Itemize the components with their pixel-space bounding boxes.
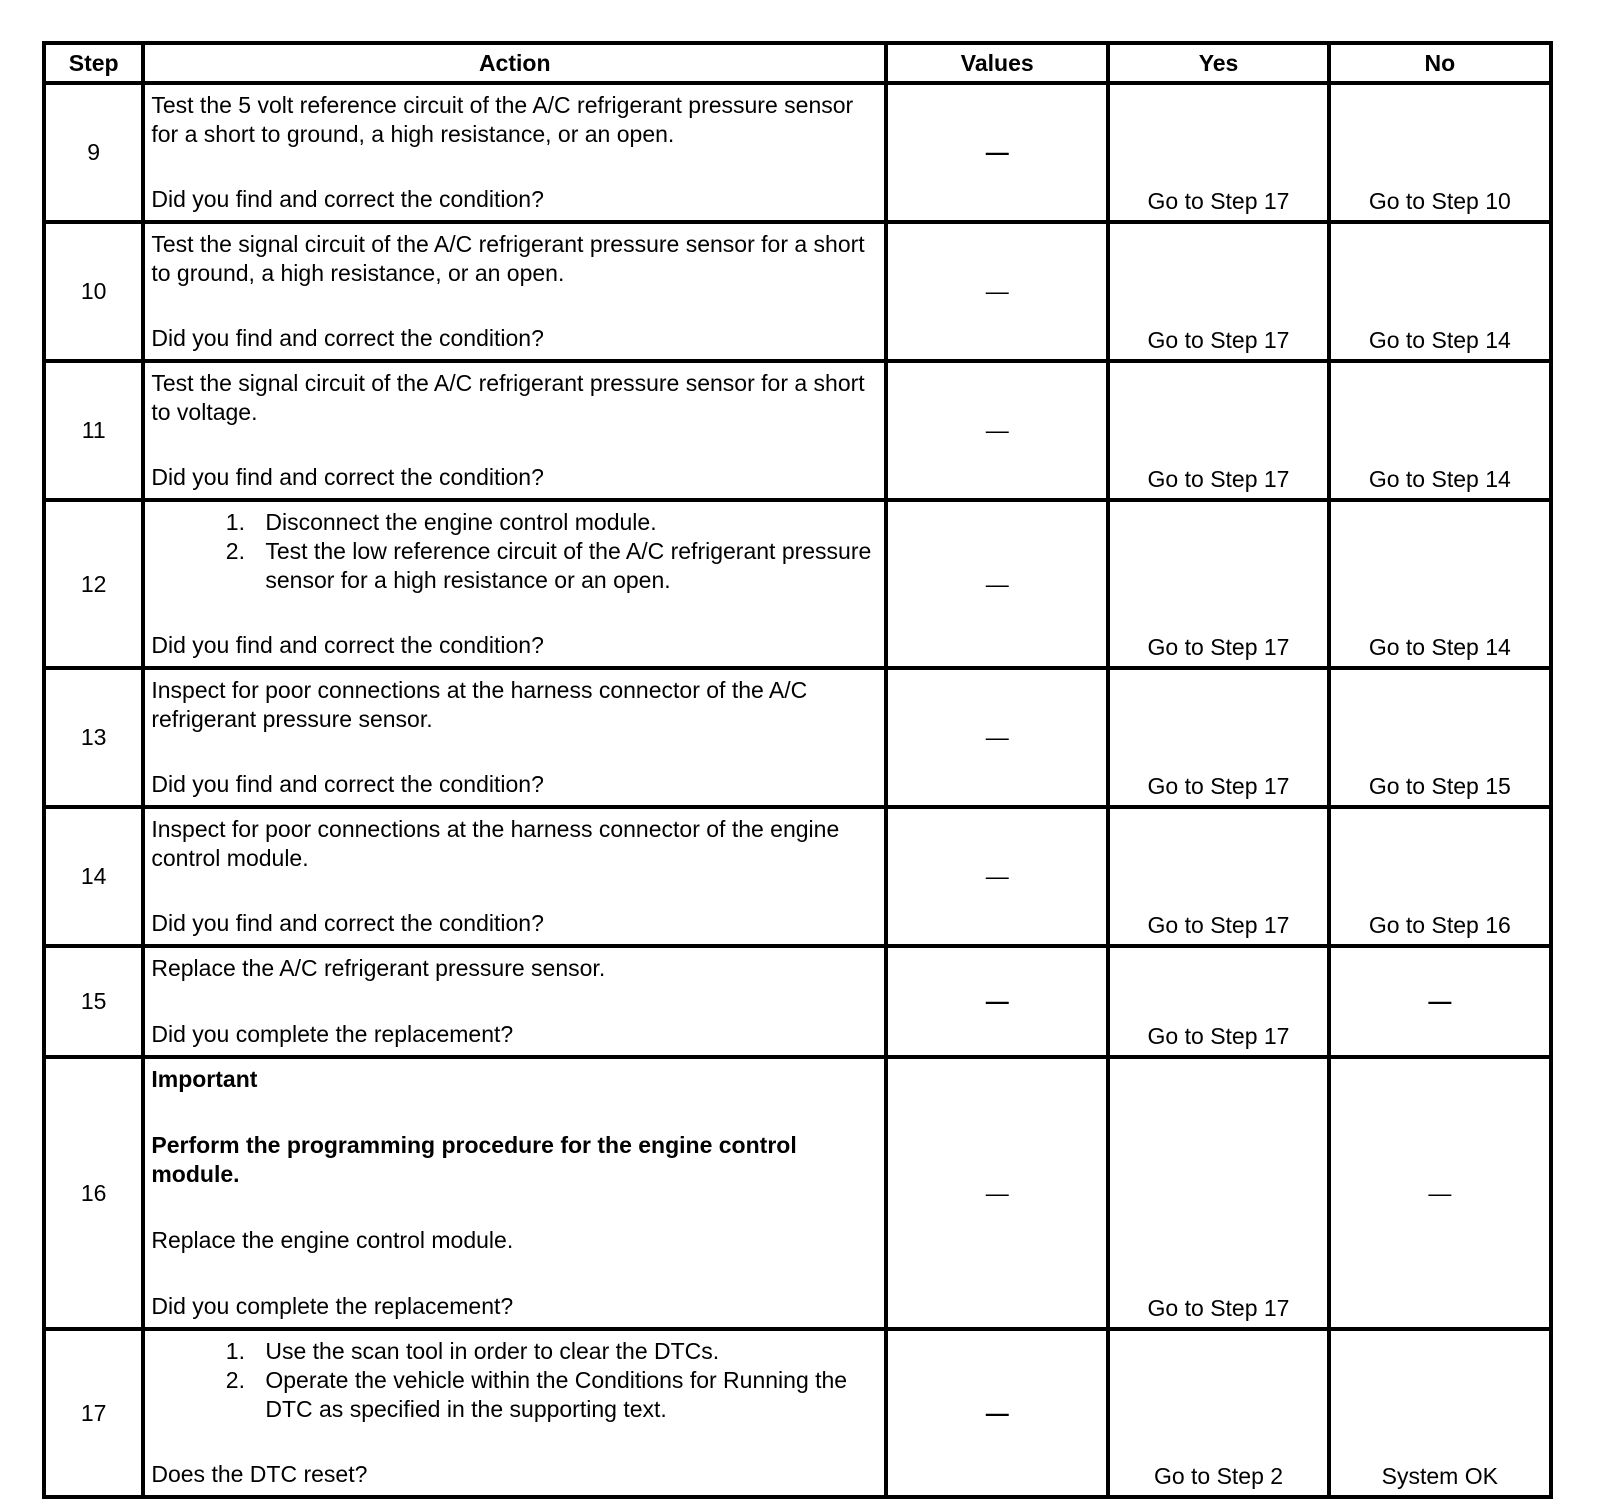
- no-destination: Go to Step 14: [1329, 500, 1551, 668]
- action-text: Test the signal circuit of the A/C refrigerant pressure sensor for a short to ground, a high resistance, or an open.: [151, 231, 865, 286]
- list-item: 2. Test the low reference circuit of the A/C refrigerant pressure sensor for a high resistance or an open.: [251, 537, 876, 595]
- action-question: Did you find and correct the condition?: [151, 771, 544, 797]
- values-dash: —: [985, 570, 1009, 597]
- values-dash: —: [985, 278, 1009, 304]
- step-number: 12: [44, 500, 143, 668]
- table-row-step-16: [44, 1057, 1551, 1329]
- header-yes: Yes: [1108, 43, 1328, 83]
- header-no: No: [1329, 43, 1551, 83]
- action-text: Replace the A/C refrigerant pressure sensor.: [151, 955, 606, 981]
- action-question: Did you find and correct the condition?: [151, 910, 544, 936]
- table-row-step-17: [44, 1329, 1551, 1497]
- step-number: 13: [44, 668, 143, 807]
- important-label: Important: [151, 1066, 258, 1092]
- header-action: Action: [143, 43, 886, 83]
- list-item: 2. Operate the vehicle within the Conditions for Running the DTC as specified in the supporting text.: [251, 1366, 876, 1424]
- list-item: 1. Disconnect the engine control module.: [251, 508, 876, 537]
- action-text: Test the signal circuit of the A/C refrigerant pressure sensor for a short to voltage.: [151, 370, 865, 425]
- values-dash: —: [985, 1399, 1009, 1426]
- no-destination: —: [1428, 1179, 1452, 1206]
- yes-destination: Go to Step 2: [1108, 1329, 1328, 1497]
- action-cell: [143, 222, 886, 361]
- yes-destination: Go to Step 17: [1108, 500, 1328, 668]
- step-number: 11: [44, 361, 143, 500]
- important-text: Perform the programming procedure for the engine control module.: [151, 1132, 797, 1187]
- header-row: [44, 43, 1551, 83]
- yes-destination: Go to Step 17: [1108, 361, 1328, 500]
- no-destination: Go to Step 15: [1329, 668, 1551, 807]
- values-dash: —: [985, 1179, 1009, 1206]
- action-question: Did you complete the replacement?: [151, 1293, 514, 1319]
- step-number: 16: [44, 1057, 143, 1329]
- action-step-list: [151, 508, 876, 595]
- table-row-step-9: [44, 83, 1551, 222]
- action-question: Does the DTC reset?: [151, 1461, 368, 1487]
- action-cell: [143, 83, 886, 222]
- action-question: Did you find and correct the condition?: [151, 325, 544, 351]
- table-row-step-15: [44, 946, 1551, 1057]
- action-question: Did you find and correct the condition?: [151, 632, 544, 658]
- table-row-step-14: [44, 807, 1551, 946]
- values-dash: —: [985, 863, 1009, 889]
- action-question: Did you find and correct the condition?: [151, 186, 544, 212]
- action-cell: [143, 668, 886, 807]
- action-question: Did you complete the replacement?: [151, 1021, 514, 1047]
- action-text: Inspect for poor connections at the harness connector of the A/C refrigerant pressure sensor.: [151, 677, 808, 732]
- action-cell: [143, 807, 886, 946]
- action-text: Replace the engine control module.: [151, 1227, 514, 1253]
- header-values: Values: [886, 43, 1108, 83]
- action-step-list: [151, 1337, 876, 1424]
- yes-destination: Go to Step 17: [1108, 946, 1328, 1057]
- no-destination: —: [1428, 988, 1452, 1014]
- step-number: 14: [44, 807, 143, 946]
- table-row-step-11: [44, 361, 1551, 500]
- action-text: Inspect for poor connections at the harness connector of the engine control module.: [151, 816, 840, 871]
- no-destination: Go to Step 14: [1329, 222, 1551, 361]
- yes-destination: Go to Step 17: [1108, 807, 1328, 946]
- table-row-step-13: [44, 668, 1551, 807]
- step-number: 10: [44, 222, 143, 361]
- yes-destination: Go to Step 17: [1108, 83, 1328, 222]
- table-row-step-12: [44, 500, 1551, 668]
- values-dash: —: [985, 988, 1009, 1014]
- action-text: Test the 5 volt reference circuit of the A/C refrigerant pressure sensor for a short to ground, a high resistance, or an open.: [151, 92, 854, 147]
- diagnostic-table: [42, 41, 1553, 1499]
- step-number: 9: [44, 83, 143, 222]
- no-destination: Go to Step 14: [1329, 361, 1551, 500]
- diagnostic-table-container: [42, 41, 1553, 1499]
- no-destination: Go to Step 16: [1329, 807, 1551, 946]
- action-question: Did you find and correct the condition?: [151, 464, 544, 490]
- action-cell: [143, 1329, 886, 1497]
- values-dash: —: [985, 417, 1009, 443]
- list-item: 1. Use the scan tool in order to clear the DTCs.: [251, 1337, 876, 1366]
- no-destination: System OK: [1329, 1329, 1551, 1497]
- yes-destination: Go to Step 17: [1108, 222, 1328, 361]
- values-dash: —: [985, 724, 1009, 750]
- action-cell: [143, 500, 886, 668]
- table-row-step-10: [44, 222, 1551, 361]
- step-number: 17: [44, 1329, 143, 1497]
- step-number: 15: [44, 946, 143, 1057]
- no-destination: Go to Step 10: [1329, 83, 1551, 222]
- action-cell: [143, 1057, 886, 1329]
- yes-destination: Go to Step 17: [1108, 1057, 1328, 1329]
- header-step: Step: [44, 43, 143, 83]
- values-dash: —: [985, 139, 1009, 165]
- yes-destination: Go to Step 17: [1108, 668, 1328, 807]
- action-cell: [143, 946, 886, 1057]
- action-cell: [143, 361, 886, 500]
